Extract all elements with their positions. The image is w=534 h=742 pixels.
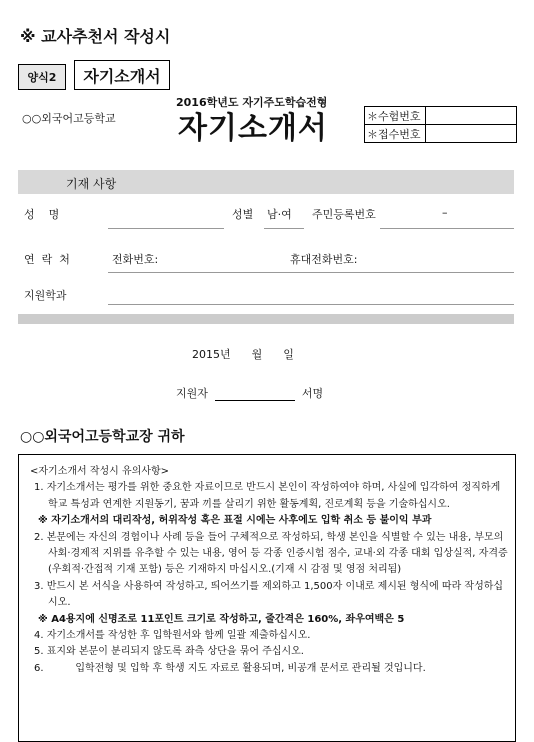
resident-number-label: 주민등록번호 xyxy=(312,208,376,221)
table-row xyxy=(365,125,517,143)
notice-item-2: 2. 본문에는 자신의 경험이나 사례 등을 들어 구체적으로 작성하되, 학생 본인을 식별할 수 있는 내용, 부모의 사회·경제적 지위를 유추할 수 있는 내용, 영어 등 각종 인증시험 점수, 교내·외 각종 대회 입상실적, 자격증(우회적·간접적 기재 포함) 등은 기재하지 마십시오.(기재 시 감점 및 영점 처리됨) xyxy=(34,531,508,576)
receipt-number-field[interactable] xyxy=(426,125,517,143)
notice-warning-1: ※ 자기소개서의 대리작성, 허위작성 혹은 표절 시에는 사후에도 입학 취소 등 불이익 부과 xyxy=(38,515,432,527)
exam-number-field[interactable] xyxy=(426,107,517,125)
notice-item-5: 5. 표지와 본문이 분리되지 않도록 좌측 상단을 묶어 주십시오. xyxy=(34,646,304,658)
contact-label: 연 락 처 xyxy=(24,253,70,266)
gender-field[interactable] xyxy=(264,228,304,229)
department-label: 지원학과 xyxy=(24,289,67,302)
form-title-box xyxy=(74,60,170,90)
name-field[interactable] xyxy=(108,228,224,229)
date-line: 2015년 월 일 xyxy=(192,348,294,361)
resident-number-dash: – xyxy=(442,206,448,219)
page-heading: ※ 교사추천서 작성시 xyxy=(20,27,171,46)
sign-label: 서명 xyxy=(301,387,324,400)
notice-title: <자기소개서 작성시 유의사항> xyxy=(30,466,170,477)
form-number-box xyxy=(18,64,66,90)
recipient: ○○외국어고등학교장 귀하 xyxy=(20,429,185,445)
resident-number-field[interactable] xyxy=(380,228,514,229)
phone-label: 전화번호: xyxy=(112,253,159,266)
applicant-label: 지원자 xyxy=(176,387,208,400)
notice-item-4: 4. 자기소개서를 작성한 후 입학원서와 함께 일괄 제출하십시오. xyxy=(34,630,311,642)
notice-item-6: 6. 입학전형 및 입학 후 학생 지도 자료로 활용되며, 비공개 문서로 관리될 것입니다. xyxy=(34,662,426,674)
table-row xyxy=(365,107,517,125)
gender-label: 성별 xyxy=(232,208,254,221)
document-subtitle: 2016학년도 자기주도학습전형 xyxy=(176,96,328,109)
form-title: 자기소개서 xyxy=(83,66,161,86)
section-title: 기재 사항 xyxy=(66,177,117,191)
notice-item-1: 1. 자기소개서는 평가를 위한 중요한 자료이므로 반드시 본인이 작성하여야 하며, 사실에 입각하여 정직하게 학교 특성과 연계한 지원동기, 꿈과 끼를 살리기 위한 활동계획, 진로계획 등을 기술하십시오. xyxy=(34,482,501,510)
notice-item-3: 3. 반드시 본 서식을 사용하여 작성하고, 띄어쓰기를 제외하고 1,500자 이내로 제시된 형식에 따라 작성하십시오. xyxy=(34,580,504,609)
school-name: ○○외국어고등학교 xyxy=(22,112,116,125)
name-label: 성 명 xyxy=(24,208,60,221)
id-number-table xyxy=(364,106,517,143)
form-number: 양식2 xyxy=(27,71,57,84)
notice-warning-2: ※ A4용지에 신명조로 11포인트 크기로 작성하고, 줄간격은 160%, 좌우여백은 5 xyxy=(38,613,405,625)
signature-line xyxy=(176,385,323,401)
notice-text xyxy=(30,464,508,677)
exam-number-label: ＊수험번호 xyxy=(365,107,426,125)
mobile-label: 휴대전화번호: xyxy=(290,253,358,266)
section-divider xyxy=(18,314,514,324)
signature-field[interactable] xyxy=(215,400,295,401)
contact-field[interactable] xyxy=(108,272,514,273)
department-field[interactable] xyxy=(108,304,514,305)
receipt-number-label: ＊접수번호 xyxy=(365,125,426,143)
document-title: 자기소개서 xyxy=(178,111,328,146)
gender-options[interactable]: 남·여 xyxy=(267,208,292,221)
